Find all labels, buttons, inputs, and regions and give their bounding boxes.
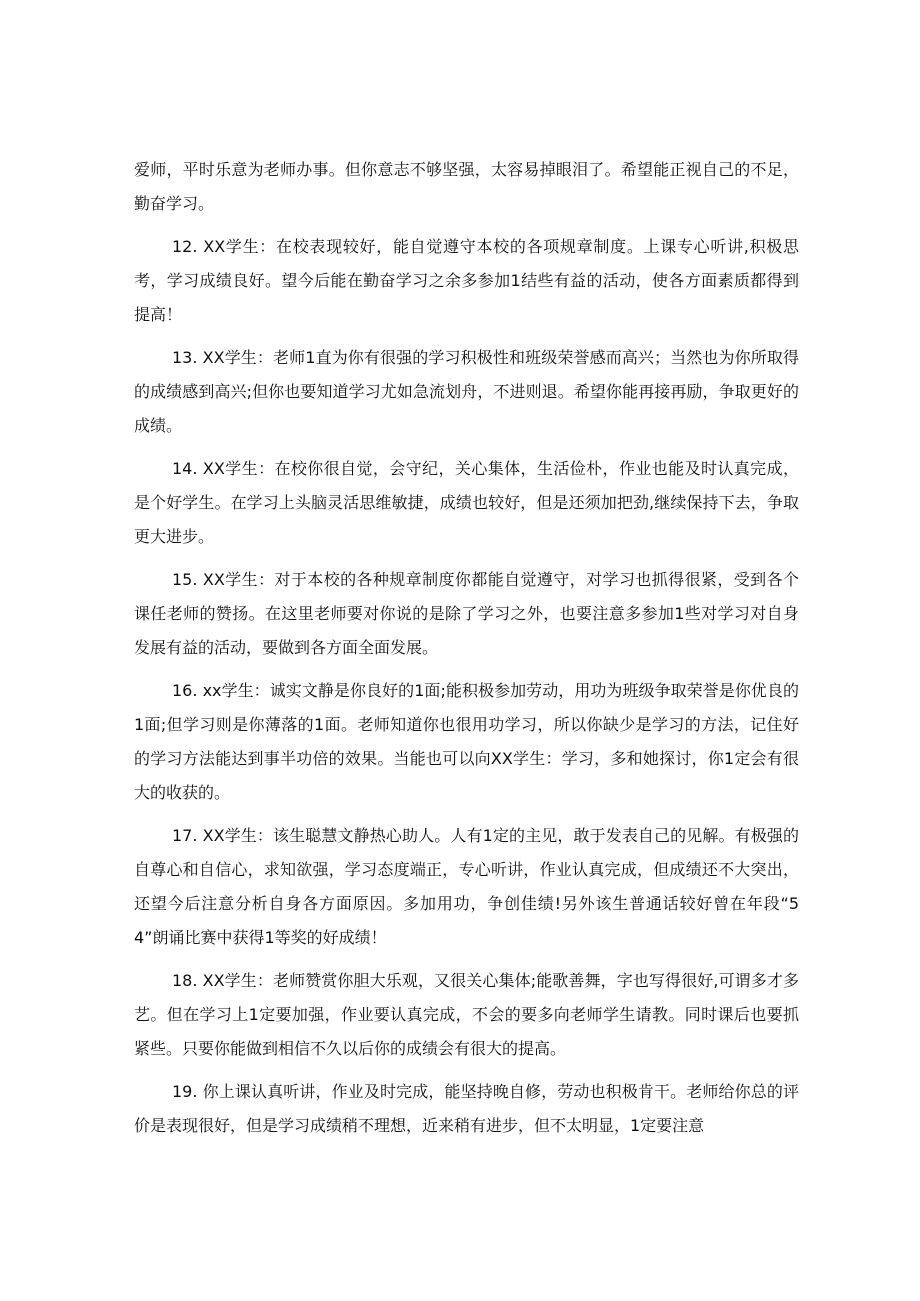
document-body [134,153,799,1152]
paragraph-comment-19: 19. 你上课认真听讲，作业及时完成，能坚持晚自修，劳动也积极肯干。老师给你总的评价是表现很好，但是学习成绩稍不理想，近来稍有进步，但不太明显，1定要注意 [134,1082,799,1135]
paragraph-comment-16: 16. xx学生：诚实文静是你良好的1面;能积极参加劳动，用功为班级争取荣誉是你优良的1面;但学习则是你薄落的1面。老师知道你也很用功学习，所以你缺少是学习的方法，记住好的学习方法能达到事半功倍的效果。当能也可以向XX学生：学习，多和她探讨，你1定会有很大的收获的。 [134,681,799,802]
paragraph-comment-12: 12. XX学生：在校表现较好，能自觉遵守本校的各项规章制度。上课专心听讲,积极思考，学习成绩良好。望今后能在勤奋学习之余多参加1结些有益的活动，使各方面素质都得到提高！ [134,237,799,324]
paragraph-comment-17: 17. XX学生：该生聪慧文静热心助人。人有1定的主见，敢于发表自己的见解。有极强的自尊心和自信心，求知欲强，学习态度端正，专心听讲，作业认真完成，但成绩还不大突出，还望今后注意分析自身各方面原因。多加用功，争创佳绩!另外该生普通话较好曾在年段“54”朗诵比赛中获得1等奖的好成绩！ [134,826,799,947]
paragraph-comment-13: 13. XX学生：老师1直为你有很强的学习积极性和班级荣誉感而高兴；当然也为你所取得的成绩感到高兴;但你也要知道学习尤如急流划舟，不进则退。希望你能再接再励，争取更好的成绩。 [134,348,799,435]
paragraph-comment-18: 18. XX学生：老师赞赏你胆大乐观，又很关心集体;能歌善舞，字也写得很好,可谓多才多艺。但在学习上1定要加强，作业要认真完成，不会的要多向老师学生请教。同时课后也要抓紧些。只要你能做到相信不久以后你的成绩会有很大的提高。 [134,971,799,1058]
paragraph-comment-14: 14. XX学生：在校你很自觉，会守纪，关心集体，生活俭朴，作业也能及时认真完成，是个好学生。在学习上头脑灵活思维敏捷，成绩也较好，但是还须加把劲,继续保持下去，争取更大进步。 [134,459,799,546]
paragraph-continuation: 爱师，平时乐意为老师办事。但你意志不够坚强，太容易掉眼泪了。希望能正视自己的不足，勤奋学习。 [134,160,799,213]
paragraph-comment-15: 15. XX学生：对于本校的各种规章制度你都能自觉遵守，对学习也抓得很紧，受到各个课任老师的赞扬。在这里老师要对你说的是除了学习之外，也要注意多参加1些对学习对自身发展有益的活动，要做到各方面全面发展。 [134,570,799,657]
